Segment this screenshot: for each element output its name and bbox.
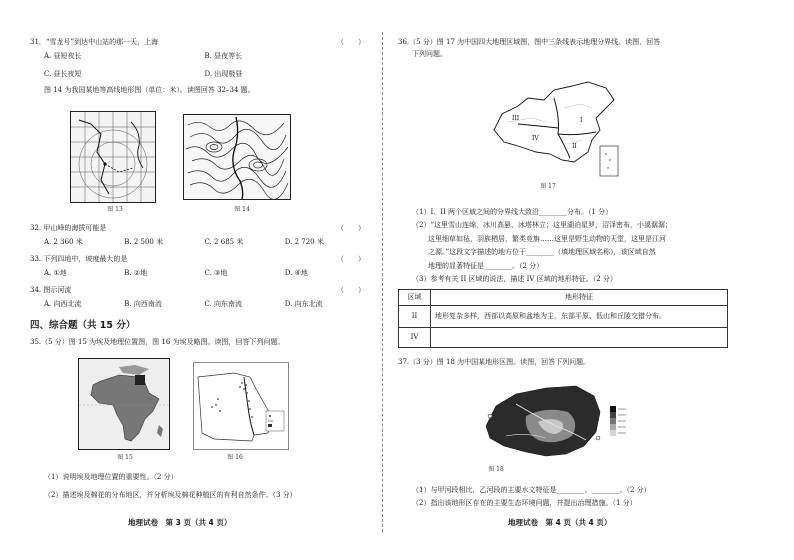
- question-31-options: [30, 52, 365, 79]
- figure-15-caption: 图 15: [117, 454, 133, 461]
- answer-bracket: （ ）: [337, 38, 365, 46]
- figure-14-caption: 图 14: [234, 206, 250, 213]
- china-map-graphic: [488, 78, 636, 182]
- question-37-subparts: [398, 486, 728, 509]
- question-36-sub-2-line-1: （2）“这里雪山连绵，冰川高悬，冰塔林立；这里湖泊星罗，沼泽密布，小溪潺潺；: [412, 221, 673, 230]
- page-4-footer: 地理试卷 第 4 页（共 4 页）: [508, 518, 612, 527]
- option-b: B. ②地: [124, 269, 148, 278]
- figure-16-caption: 图 16: [227, 454, 243, 461]
- table-cell-region: IV: [399, 328, 431, 348]
- option-b: B. 向西南流: [124, 300, 162, 309]
- question-32: [30, 224, 365, 233]
- question-36-sub-1: （1）I、II 两个区域之间的分界线大致沿________分布。（1 分）: [412, 208, 613, 216]
- option-a: A. 向西北流: [44, 300, 82, 309]
- figure-17-map: [488, 78, 636, 182]
- contour-map-graphic: [184, 115, 290, 199]
- table-cell-terrain: 地形复杂多样，西部以高原和盆地为主，东部平原、低山和丘陵交错分布。: [431, 306, 728, 328]
- question-31: [30, 38, 365, 47]
- figure-16-map: [193, 362, 289, 450]
- option-d: D. 向东北流: [284, 300, 323, 309]
- question-32-options: [30, 238, 365, 247]
- question-35-stem: 35.（5 分）图 15 为埃及地理位置图，图 16 为埃及略图。读图，回答下列问题。: [30, 338, 285, 347]
- option-c: C. 2 685 米: [204, 238, 244, 247]
- question-35-sub-2: （2）描述埃及棉花的分布地区，并分析埃及棉花种植区的有利自然条件。（3 分）: [44, 491, 297, 500]
- terrain-map-graphic: [476, 376, 636, 466]
- question-37-sub-1: （1）与甲河段相比，乙河段的主要水文特征是________、________。（2 分）: [412, 486, 651, 494]
- figure-18-caption: 图 18: [488, 466, 504, 473]
- question-37-stem: 37.（3 分）图 18 为中国某地形区图。读图，回答下列问题。: [398, 358, 591, 367]
- option-a: A. ①地: [44, 269, 67, 278]
- africa-map-graphic: [79, 359, 169, 449]
- right-column: [398, 38, 728, 60]
- region-label-ii: II: [572, 143, 577, 150]
- question-32-stem: 32. 甲山峰的海拔可能是: [30, 224, 107, 232]
- question-37-sub-2: （2）指出该地形区存在的主要生态环境问题，并提出治理措施。（1 分）: [412, 499, 637, 508]
- question-36-sub-2-line-4: 地理的显著特征是________。（2 分）: [428, 261, 544, 270]
- egypt-map-graphic: [194, 363, 288, 449]
- question-36-sub-2-line-3: 之源。”这段文字描述的地方位于________（填地理区域名称），该区域自然: [428, 248, 656, 257]
- elevation-legend: [610, 406, 626, 436]
- question-34: [30, 286, 365, 295]
- question-34-stem: 34. 图示河流: [30, 285, 72, 294]
- figure-13-caption: 图 13: [107, 206, 123, 213]
- option-c: C. ③地: [204, 269, 228, 278]
- option-c: C. 向东南流: [204, 300, 243, 309]
- question-36-subparts: [398, 208, 728, 368]
- figure-18-terrain-map: [476, 376, 636, 466]
- region-label-iv: IV: [532, 135, 539, 142]
- table-cell-answer-blank[interactable]: [431, 328, 728, 348]
- region-label-i: I: [580, 117, 583, 124]
- column-divider: [382, 32, 383, 532]
- option-d: D. ④地: [284, 269, 308, 278]
- question-36-stem-cont: 下列问题。: [412, 50, 447, 59]
- left-column-lower: [30, 224, 365, 348]
- table-row: [399, 306, 728, 328]
- page-3-footer: 地理试卷 第 3 页（共 4 页）: [128, 518, 232, 527]
- question-33-options: [30, 269, 365, 278]
- question-36-sub-2-line-2: 这里细草如毡，羽族栖居，繁类竞旃……这里是野生动物的天堂，这里是江河: [428, 234, 666, 243]
- table-cell-region: II: [399, 306, 431, 328]
- question-35-subparts: [30, 473, 365, 501]
- question-36-sub-3: （3）参考有关 II 区域的说法，描述 IV 区域的地形特征。（2 分）: [412, 275, 617, 284]
- table-row: [399, 328, 728, 348]
- figure-15-map: [78, 358, 170, 450]
- figure-13-map: [70, 111, 156, 203]
- question-33: [30, 255, 365, 264]
- question-35-sub-1: （1）说明埃及地理位置的重要性。（2 分）: [44, 473, 178, 481]
- figure-14-contour-map: [183, 114, 291, 200]
- question-36-stem: 36.（5 分）图 17 为中国四大地理区域图，图中三条线表示地理分界线。读图，回答: [398, 38, 661, 46]
- table-header-terrain: 地形特征: [431, 289, 728, 305]
- answer-bracket: （ ）: [337, 254, 365, 263]
- question-33-stem: 33. 下列四地中，坡度最大的是: [30, 254, 128, 263]
- region-terrain-table: [398, 289, 728, 348]
- answer-bracket: （ ）: [337, 285, 365, 294]
- section-4-heading: 四、综合题（共 15 分）: [30, 319, 136, 331]
- option-b: B. 昼夜等长: [204, 52, 243, 61]
- polar-map-graphic: [71, 112, 155, 202]
- question-31-stem: 31．“雪龙号”到达中山站的那一天，上海: [30, 38, 159, 46]
- option-d: D. 出现极昼: [204, 69, 243, 78]
- answer-bracket: （ ）: [337, 224, 365, 232]
- option-d: D. 2 720 米: [284, 238, 324, 247]
- figure-17-caption: 图 17: [540, 183, 556, 190]
- left-column: [30, 38, 365, 96]
- table-header-row: [399, 289, 728, 305]
- question-34-options: [30, 300, 365, 309]
- option-a: A. 2 360 米: [44, 238, 83, 247]
- option-b: B. 2 500 米: [124, 238, 164, 247]
- figure-14-intro: 图 14 为我国某地等高线地形图（单位：米）。读图回答 32–34 题。: [44, 86, 255, 95]
- option-c: C. 昼长夜短: [44, 69, 82, 78]
- option-a: A. 昼短夜长: [44, 52, 82, 61]
- table-header-region: 区域: [399, 289, 431, 305]
- region-label-iii: III: [512, 115, 520, 122]
